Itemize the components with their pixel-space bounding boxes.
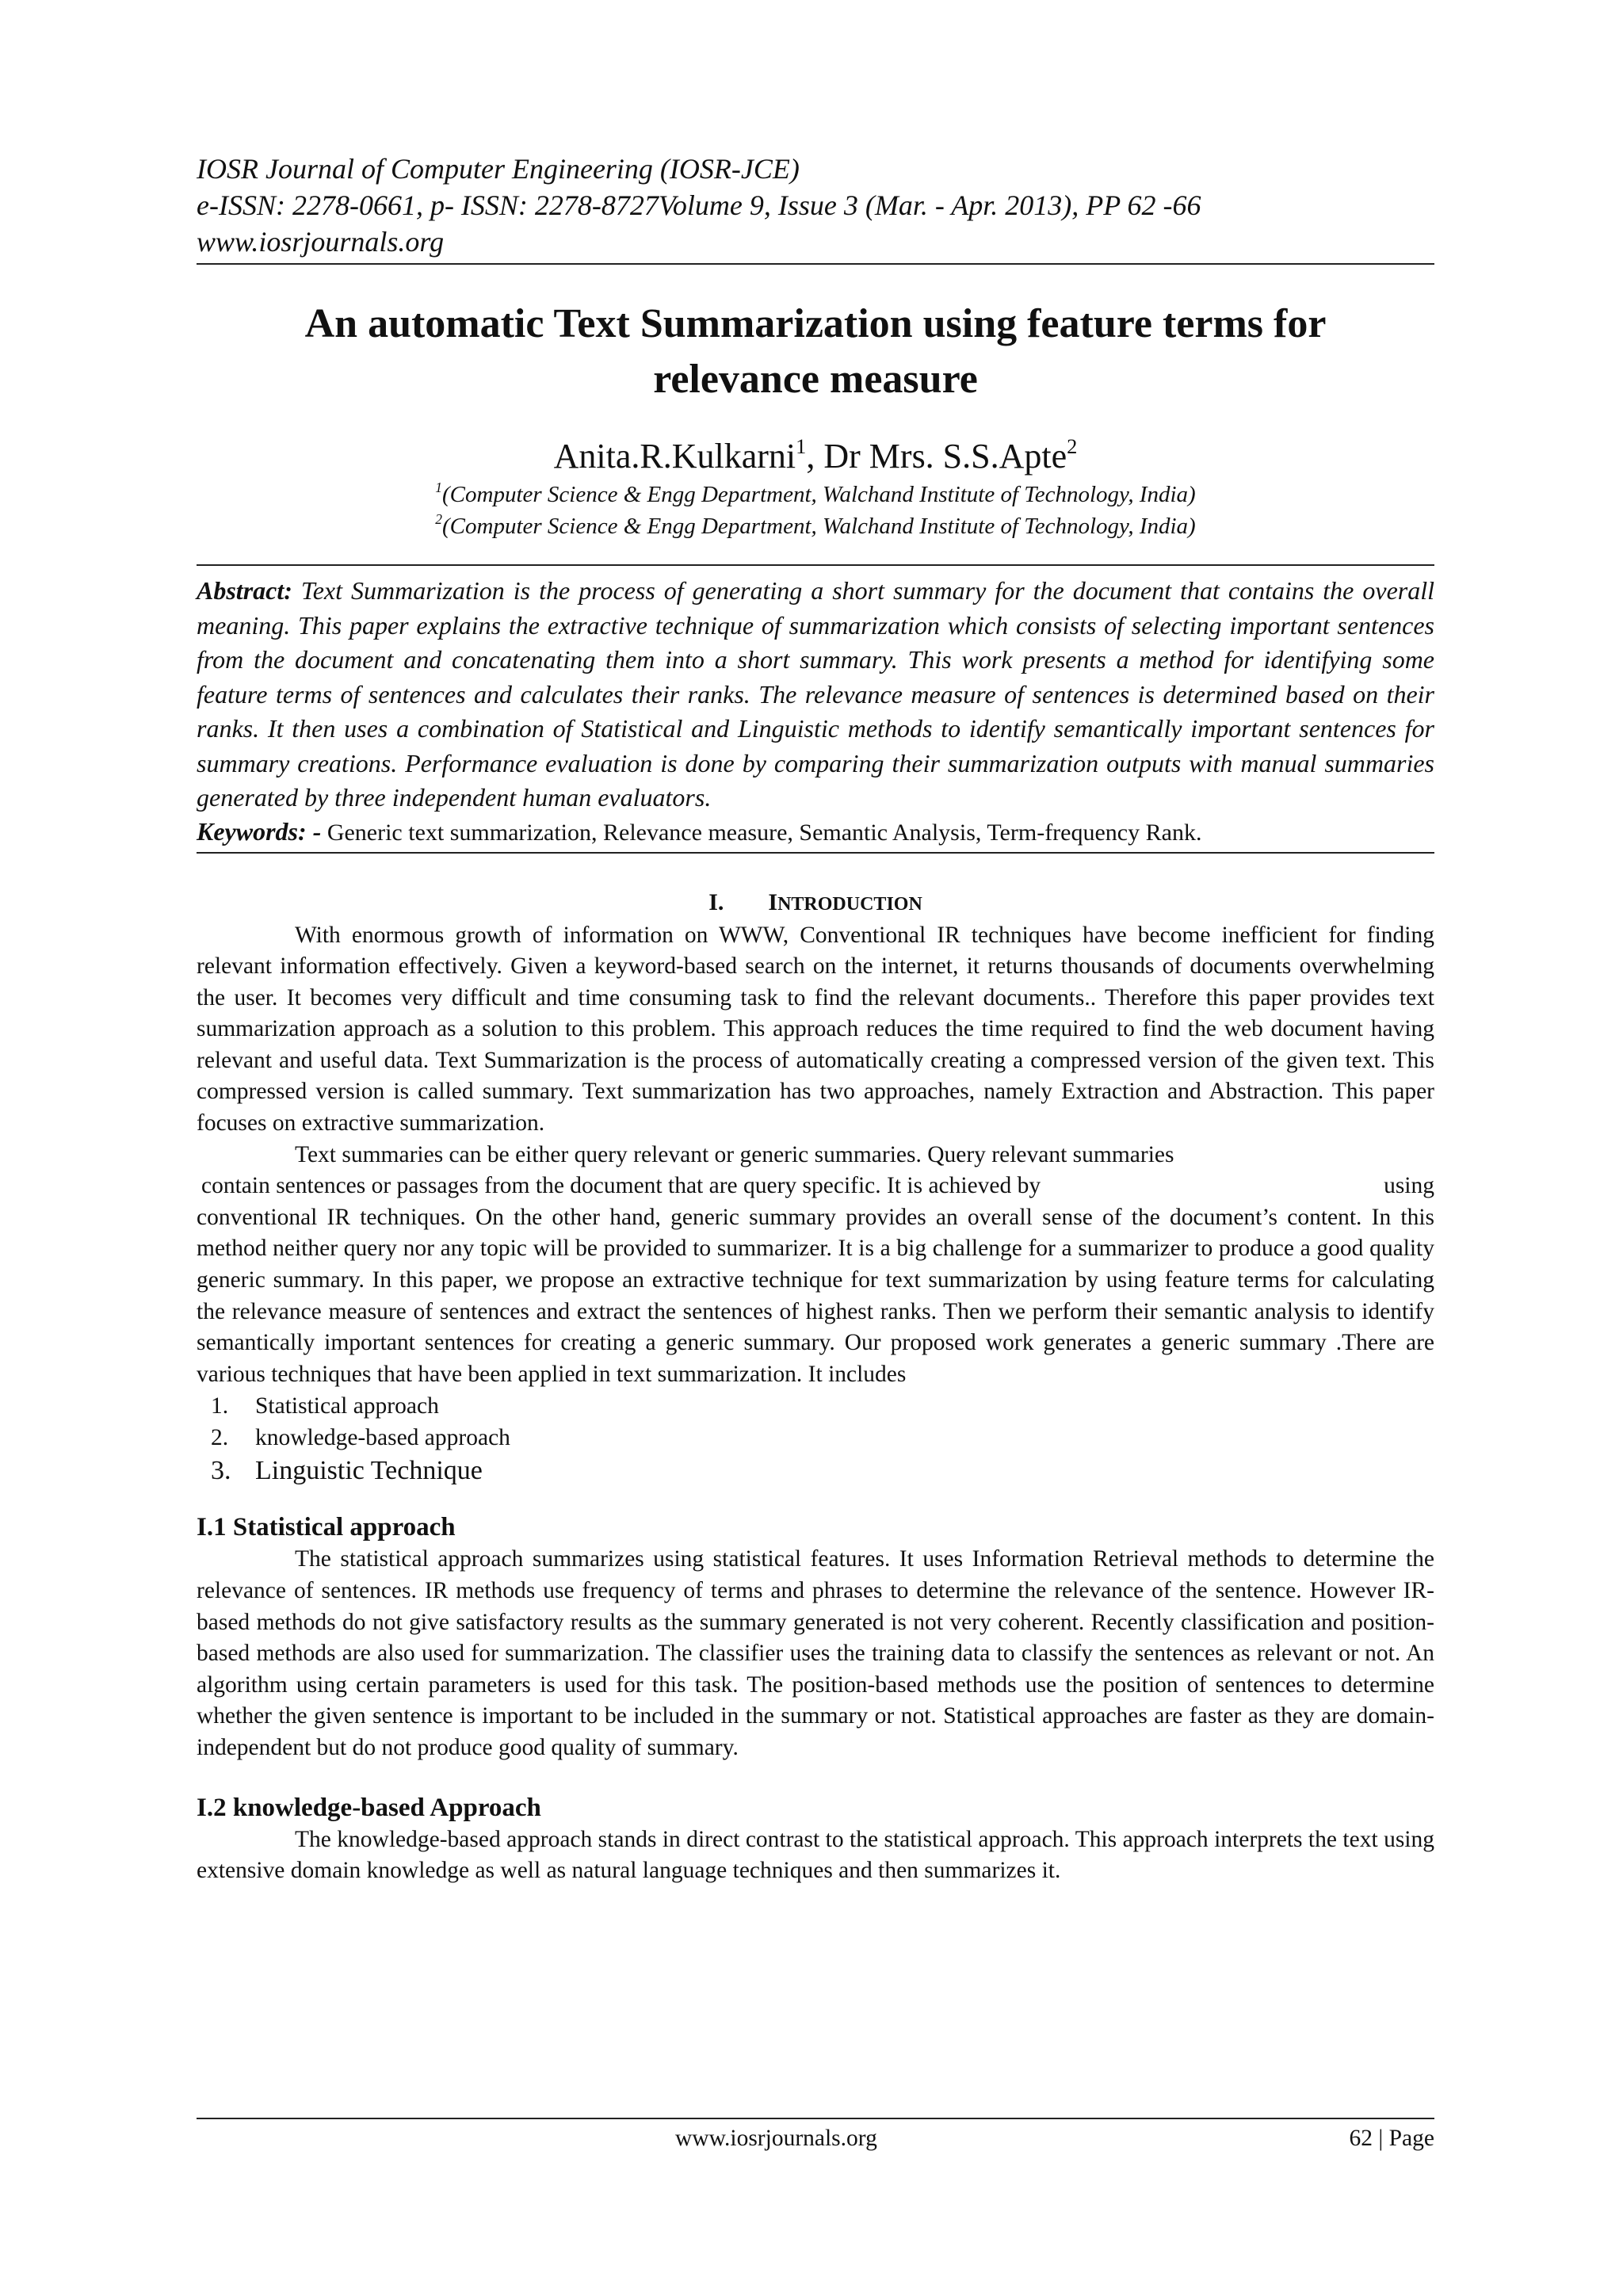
statistical-paragraph: The statistical approach summarizes using statistical features. It uses Information Retrieval methods to determine the relevance of sentences. IR methods use frequency of terms and phrases to determine the relevance of the sentence. However IR-based methods do not give satisfactory results as the summary generated is not very coherent. Recently classification and position-based methods are also used for summarization. The classifier uses the training data to classify the sentences as relevant or not. An algorithm using certain parameters is used for this task. The position-based methods use the position of sentences to determine whether the given sentence is important to be included in the summary or not. Statistical approaches are faster as they are domain-independent but do not produce good quality of summary. [197,1546,1434,1760]
abstract-box [197,564,1434,854]
intro-paragraph-1: With enormous growth of information on WWW, Conventional IR techniques have become inefficient for finding relevant information effectively. Given a keyword-based search on the internet, it returns thousands of documents overwhelming the user. It becomes very difficult and time consuming task to find the relevant documents.. Therefore this paper provides text summarization approach as a solution to this problem. This approach reduces the time required to find the web document having relevant and useful data. Text Summarization is the process of automatically creating a compressed version of the given text. This compressed version is called summary. Text summarization has two approaches, namely Extraction and Abstraction. This paper focuses on extractive summarization. [197,922,1434,1137]
list-item-number: 1. [211,1393,229,1419]
section-title-initial: I [768,888,778,915]
list-item-number: 2. [211,1425,229,1451]
affiliation-1-text: (Computer Science & Engg Department, Walchand Institute of Technology, India) [442,482,1196,507]
paper-title [197,296,1434,407]
list-item [197,1454,1434,1488]
technique-list [197,1390,1434,1488]
footer-page-number: 62 | Page [1349,2126,1434,2151]
list-item-text: knowledge-based approach [255,1425,510,1451]
section-number: I. [708,888,724,915]
intro-paragraph-2-line-2b: using [1384,1173,1434,1199]
affiliation-2-text: (Computer Science & Engg Department, Walchand Institute of Technology, India) [442,514,1196,539]
journal-website[interactable]: www.iosrjournals.org [197,226,445,258]
author-2-sup: 2 [1067,434,1078,458]
abstract [197,574,1434,816]
list-item-number: 3. [211,1456,231,1486]
affiliation-2 [197,510,1434,542]
title-line-1: An automatic Text Summarization using feature terms for [304,301,1327,346]
intro-paragraph-2 [197,1140,1434,1391]
affiliation-1-sup: 1 [435,479,442,495]
journal-header [197,151,1434,265]
section-heading-introduction [197,887,1434,920]
footer-website[interactable]: www.iosrjournals.org [675,2126,877,2151]
list-item-text: Statistical approach [255,1393,439,1419]
affiliation-2-sup: 2 [435,510,442,527]
journal-name: IOSR Journal of Computer Engineering (IOSR-JCE) [197,153,800,185]
intro-paragraph-2-line-2a: contain sentences or passages from the document that are query specific. It is achieved by [201,1173,1041,1199]
author-separator: , [806,437,824,476]
abstract-text: Text Summarization is the process of generating a short summary for the document that contains the overall meaning. This paper explains the extractive technique of summarization which consists of selecting important sentences from the document and concatenating them into a short summary. This work presents a method for identifying some feature terms of sentences and calculates their ranks. The relevance measure of sentences is determined based on their ranks. It then uses a combination of Statistical and Linguistic methods to identify semantically important sentences for summary creations. Performance evaluation is done by comparing their summarization outputs with manual summaries generated by three independent human evaluators. [197,576,1434,812]
abstract-label: Abstract: [197,576,292,605]
intro-paragraph-2-line-1: Text summaries can be either query relevant or generic summaries. Query relevant summaries [295,1141,1174,1167]
paper-page [197,151,1434,1887]
journal-issn: e-ISSN: 2278-0661, p- ISSN: 2278-8727Volume 9, Issue 3 (Mar. - Apr. 2013), PP 62 -66 [197,189,1201,221]
author-1: Anita.R.Kulkarni [553,437,796,476]
list-item [197,1422,1434,1454]
keywords [197,816,1434,849]
subsection-heading-knowledge: I.2 knowledge-based Approach [197,1793,541,1822]
subsection-heading-statistical: I.1 Statistical approach [197,1513,456,1542]
author-line [197,434,1434,479]
author-2: Dr Mrs. S.S.Apte [823,437,1067,476]
affiliation-1 [197,479,1434,510]
intro-paragraph-2-rest: conventional IR techniques. On the other hand, generic summary provides an overall sense of the document’s content. In this method neither query nor any topic will be provided to summarizer. It is a big challenge for a summarizer to produce a good quality generic summary. In this paper, we propose an extractive technique for text summarization by using feature terms for calculating the relevance measure of sentences and extract the sentences of highest ranks. Then we perform their semantic analysis to identify semantically important sentences for creating a generic summary. Our proposed work generates a generic summary .There are various techniques that have been applied in text summarization. It includes [197,1204,1434,1387]
author-1-sup: 1 [796,434,807,458]
keywords-text: Generic text summarization, Relevance measure, Semantic Analysis, Term-frequency Rank. [321,819,1202,846]
list-item-text: Linguistic Technique [255,1456,483,1486]
intro-paragraph-2-line-2 [197,1171,1434,1202]
keywords-label: Keywords: - [197,816,322,846]
section-title-rest: NTRODUCTION [777,893,922,915]
title-line-2: relevance measure [653,357,978,402]
page-footer [197,2118,1434,2151]
list-item [197,1390,1434,1422]
knowledge-paragraph: The knowledge-based approach stands in direct contrast to the statistical approach. This approach interprets the text using extensive domain knowledge as well as natural language techniques and then summarizes it. [197,1826,1434,1884]
